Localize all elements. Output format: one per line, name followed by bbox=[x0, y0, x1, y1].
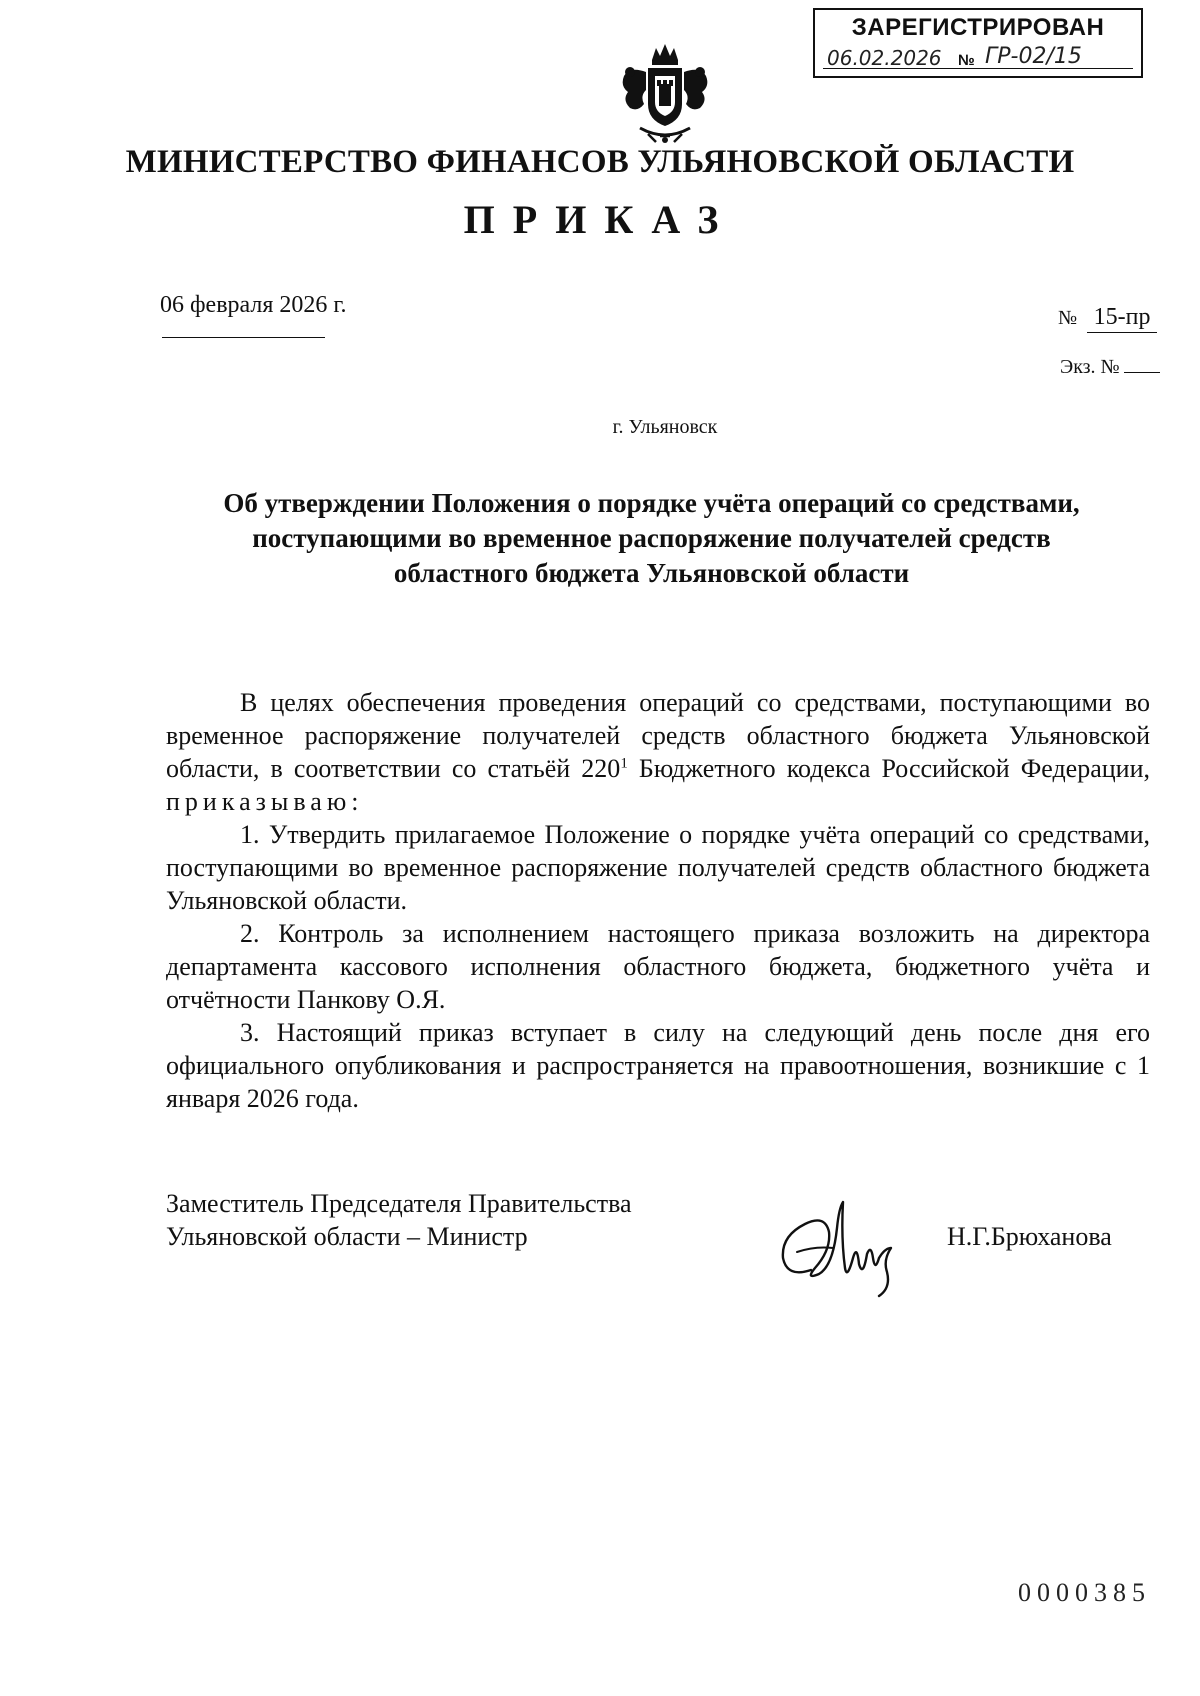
document-number bbox=[1058, 304, 1157, 333]
signatory-position bbox=[166, 1187, 632, 1253]
preamble-text-end: Бюджетного кодекса Российской Федерации, bbox=[627, 754, 1150, 783]
date-underline bbox=[162, 337, 325, 338]
serial-number: 0000385 bbox=[1018, 1578, 1151, 1607]
position-line: Ульяновской области – Министр bbox=[166, 1222, 528, 1251]
order-item: 2. Контроль за исполнением настоящего приказа возложить на директора департамента кассового исполнения областного бюджета, бюджетного учёта и отчётности Панкову О.Я. bbox=[166, 919, 1150, 1014]
handwritten-signature-icon bbox=[775, 1188, 915, 1298]
copy-number bbox=[1060, 356, 1160, 379]
stamp-date: 06.02.2026 bbox=[827, 46, 942, 70]
order-item: 1. Утвердить прилагаемое Положение о порядке учёта операций со средствами, поступающими во временное распоряжение получателей средств областного бюджета Ульяновской области. bbox=[166, 820, 1150, 915]
document-body bbox=[166, 686, 1150, 1115]
command-word: приказываю: bbox=[166, 787, 364, 816]
title-line: областного бюджета Ульяновской области bbox=[393, 558, 910, 588]
number-label: № bbox=[1058, 307, 1078, 329]
title-line: Об утверждении Положения о порядке учёта операций со средствами, bbox=[223, 488, 1080, 518]
stamp-title: ЗАРЕГИСТРИРОВАН bbox=[851, 14, 1105, 41]
preamble-text: В целях обеспечения проведения операций со средствами, поступающими во временное распоряжение получателей средств областного бюджета Ульяновской области, в соответствии со статьёй 220 bbox=[166, 688, 1150, 783]
position-line: Заместитель Председателя Правительства bbox=[166, 1189, 632, 1218]
city: г. Ульяновск bbox=[612, 416, 718, 438]
stamp-underline bbox=[823, 68, 1133, 69]
stamp-number-label: № bbox=[958, 52, 975, 69]
title-line: поступающими во временное распоряжение получателей средств bbox=[252, 523, 1051, 553]
document-type: ПРИКАЗ bbox=[463, 197, 737, 242]
document-date: 06 февраля 2026 г. bbox=[160, 292, 347, 318]
signatory-name: Н.Г.Брюханова bbox=[947, 1222, 1112, 1251]
number-value: 15-пр bbox=[1087, 304, 1157, 333]
order-item: 3. Настоящий приказ вступает в силу на следующий день после дня его официального опубликования и распространяется на правоотношения, возникшие с 1 января 2026 года. bbox=[166, 1018, 1150, 1113]
document-title bbox=[170, 486, 1133, 591]
stamp-number: ГР-02/15 bbox=[985, 44, 1082, 69]
preamble-paragraph bbox=[166, 686, 1150, 818]
copy-blank bbox=[1124, 372, 1160, 373]
coat-of-arms-icon bbox=[610, 42, 720, 148]
registration-stamp bbox=[813, 8, 1143, 78]
article-superscript: 1 bbox=[620, 755, 628, 772]
copy-label: Экз. № bbox=[1060, 356, 1120, 378]
ministry-name: МИНИСТЕРСТВО ФИНАНСОВ УЛЬЯНОВСКОЙ ОБЛАСТИ bbox=[125, 144, 1075, 180]
